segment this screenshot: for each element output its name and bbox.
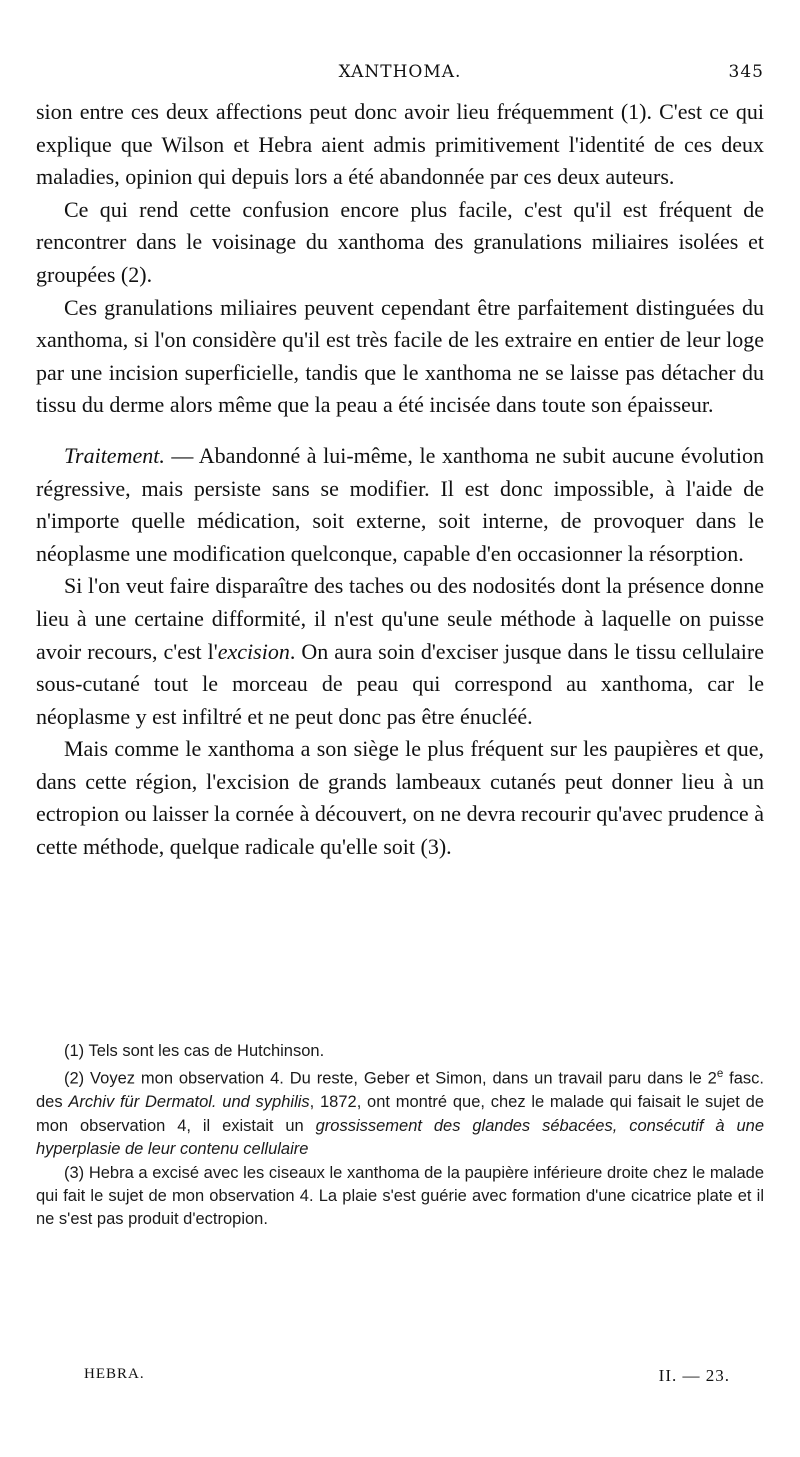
footnote-2-a: (2) Voyez mon observation 4. Du reste, Geber et Simon, dans un travail paru dans le 2 <box>64 1069 717 1088</box>
footnote-2-emphasis: grossissement des glandes sébacées, consécutif à une hyperplasie de leur contenu cellulaire <box>36 1116 764 1159</box>
sheet-number: II. — 23. <box>658 1366 730 1385</box>
paragraph-5 <box>36 570 764 733</box>
paragraph-5-a: Si l'on veut faire disparaître des taches ou des nodosités dont la présence donne lieu à une certaine difformité, il n'est qu'une seule méthode à laquelle on puisse avoir recours, c'est l' <box>36 573 764 664</box>
footnotes <box>36 1040 764 1232</box>
term-excision: excision <box>217 638 290 664</box>
paragraph-traitement <box>36 440 764 570</box>
section-heading-traitement: Traitement. <box>64 442 165 468</box>
signature-mark: HEBRA. <box>84 1366 145 1382</box>
journal-title: Archiv für Dermatol. und syphilis <box>68 1093 310 1112</box>
paragraph-3: Ces granulations miliaires peuvent cependant être parfaitement distinguées du xanthoma, si l'on considère qu'il est très facile de les extraire en entier de leur loge par une incision superficielle, tandis que le xanthoma ne se laisse pas détacher du tissu du derme alors même que la peau a été incisée dans toute son épaisseur. <box>36 294 764 418</box>
paragraph-6: Mais comme le xanthoma a son siège le plus fréquent sur les paupières et que, dans cette région, l'excision de grands lambeaux cutanés peut donner lieu à un ectropion ou laisser la cornée à découvert, on ne devra recourir qu'avec prudence à cette méthode, quelque radicale qu'elle soit (3). <box>36 736 764 860</box>
footnote-2-b: fasc. des <box>36 1069 764 1112</box>
paragraph-1: sion entre ces deux affections peut donc avoir lieu fréquemment (1). C'est ce qui explique que Wilson et Hebra aient admis primitivement l'identité de ces deux maladies, opinion qui depuis lors a été abandonnée par ces deux auteurs. <box>36 99 764 190</box>
footnote-3: (3) Hebra a excisé avec les ciseaux le xanthoma de la paupière inférieure droite chez le malade qui fait le sujet de mon observation 4. La plaie s'est guérie avec formation d'une cicatrice plate et il ne s'est pas produit d'ectropion. <box>36 1163 764 1229</box>
footnote-2 <box>36 1063 764 1161</box>
running-title: XANTHOMA. <box>338 62 462 82</box>
main-text <box>36 96 764 864</box>
footnote-2-c: , 1872, ont montré que, chez le malade qui faisait le sujet de mon observation 4, il existait un <box>36 1093 765 1135</box>
footnote-1: (1) Tels sont les cas de Hutchinson. <box>64 1042 325 1060</box>
paragraph-5-b: . On aura soin d'exciser jusque dans le tissu cellulaire sous-cutané tout le morceau de peau qui correspond au xanthoma, car le néoplasme y est infiltré et ne peut donc pas être énucléé. <box>36 638 764 729</box>
paragraph-2: Ce qui rend cette confusion encore plus facile, c'est qu'il est fréquent de rencontrer dans le voisinage du xanthoma des granulations miliaires isolées et groupées (2). <box>36 196 764 287</box>
page-footer <box>84 1366 730 1390</box>
paragraph-4-text: — Abandonné à lui-même, le xanthoma ne subit aucune évolution régressive, mais persiste sans se modifier. Il est donc impossible, à l'aide de n'importe quelle médication, soit externe, soit interne, de provoquer dans le néoplasme une modification quelconque, capable d'en occasionner la résorption. <box>36 442 764 566</box>
footnote-2-sup: e <box>716 1068 724 1081</box>
page-number: 345 <box>728 62 764 82</box>
running-header <box>36 62 764 86</box>
